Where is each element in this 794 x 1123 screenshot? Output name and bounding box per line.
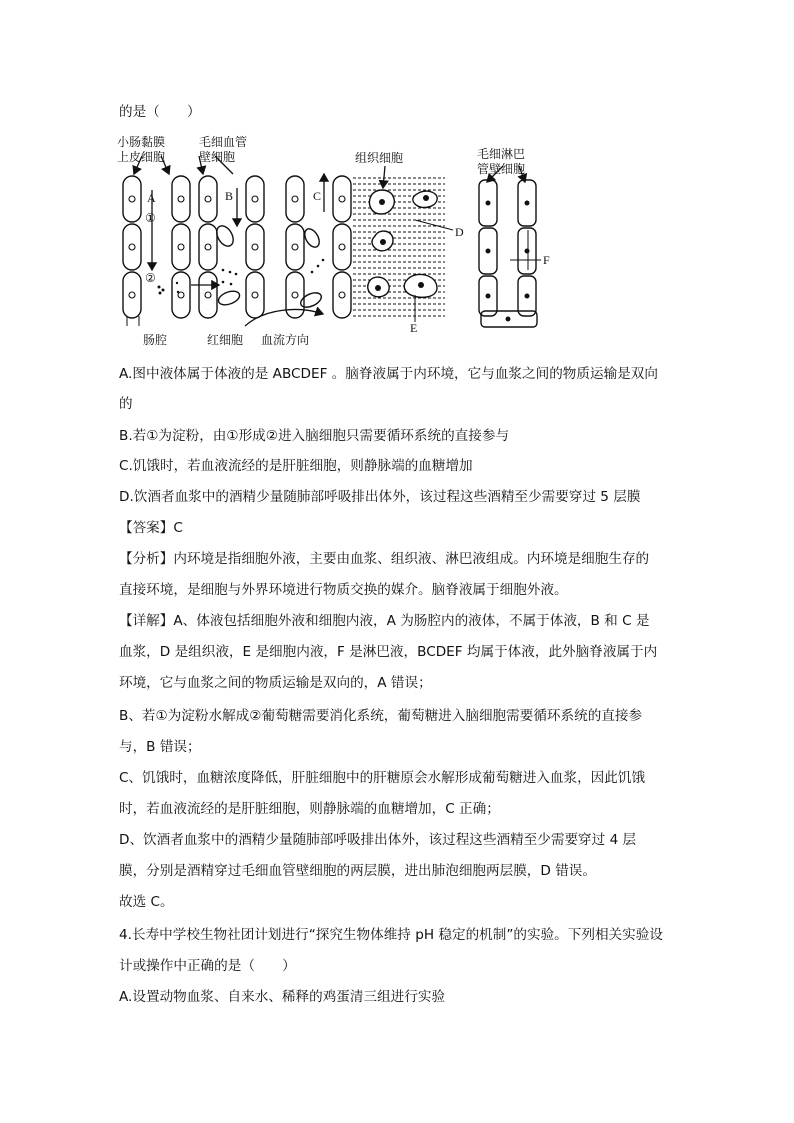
label-flow: 血流方向 (261, 333, 310, 347)
detail-line: D、饮酒者血浆中的酒精少量随肺部呼吸排出体外，该过程这些酒精至少需要穿过 4 层 (119, 832, 637, 848)
letter-d: D (455, 225, 464, 239)
mark-2: ② (145, 271, 156, 285)
detail-line: 与，B 错误； (119, 739, 201, 755)
letter-c: C (313, 189, 322, 203)
analysis-line: 【分析】内环境是指细胞外液，主要由血浆、组织液、淋巴液组成。内环境是细胞生存的 (119, 551, 650, 567)
letter-b: B (225, 189, 234, 203)
letter-e: E (410, 321, 418, 335)
mark-1: ① (145, 211, 156, 225)
next-question-stem: 计或操作中正确的是（ ） (119, 958, 296, 974)
label-tissue-cell: 组织细胞 (355, 151, 404, 165)
body-fluid-diagram (115, 130, 555, 352)
label-capillary-2: 壁细胞 (199, 150, 236, 164)
label-capillary-1: 毛细血管 (199, 135, 248, 149)
option-b: B.若①为淀粉，由①形成②进入脑细胞只需要循环系统的直接参与 (119, 428, 510, 444)
detail-conclusion: 故选 C。 (119, 894, 174, 910)
option-a-line1: A.图中液体属于体液的是 ABCDEF 。脑脊液属于内环境，它与血浆之间的物质运输是双向 (119, 366, 658, 382)
option-c: C.饥饿时，若血液流经的是肝脏细胞，则静脉端的血糖增加 (119, 458, 473, 474)
analysis-line: 直接环境，是细胞与外界环境进行物质交换的媒介。脑脊液属于细胞外液。 (119, 582, 568, 598)
letter-a: A (147, 191, 156, 205)
label-lymph-2: 管壁细胞 (477, 162, 526, 176)
next-question-stem: 4.长寿中学校生物社团计划进行“探究生物体维持 pH 稳定的机制”的实验。下列相关实验设 (119, 927, 663, 943)
question-stem-tail: 的是（ ） (119, 104, 201, 120)
detail-line: 时，若血液流经的是肝脏细胞，则静脉端的血糖增加，C 正确； (119, 801, 500, 817)
detail-line: 膜，分别是酒精穿过毛细血管壁细胞的两层膜，进出肺泡细胞两层膜，D 错误。 (119, 863, 596, 879)
detail-line: B、若①为淀粉水解成②葡萄糖需要消化系统，葡萄糖进入脑细胞需要循环系统的直接参 (119, 708, 643, 724)
detail-line: 血浆，D 是组织液，E 是细胞内液，F 是淋巴液，BCDEF 均属于体液，此外脑脊液属于内 (119, 644, 658, 660)
detail-line: 【详解】A、体液包括细胞外液和细胞内液，A 为肠腔内的液体，不属于体液，B 和 C 是 (119, 613, 650, 629)
option-a-line2: 的 (119, 396, 133, 412)
label-rbc: 红细胞 (207, 333, 244, 347)
letter-f: F (543, 253, 550, 267)
label-intestinal-cell-1: 小肠黏膜 (117, 135, 166, 149)
detail-line: 环境，它与血浆之间的物质运输是双向的，A 错误； (119, 675, 432, 691)
label-intestinal-cell-2: 上皮细胞 (117, 150, 166, 164)
label-lumen: 肠腔 (143, 333, 168, 347)
option-d: D.饮酒者血浆中的酒精少量随肺部呼吸排出体外，该过程这些酒精至少需要穿过 5 层膜 (119, 489, 641, 505)
label-lymph-1: 毛细淋巴 (477, 147, 526, 161)
answer: 【答案】C (119, 520, 183, 536)
next-question-option-a: A.设置动物血浆、自来水、稀释的鸡蛋清三组进行实验 (119, 989, 446, 1005)
detail-line: C、饥饿时，血糖浓度降低，肝脏细胞中的肝糖原会水解形成葡萄糖进入血浆，因此饥饿 (119, 770, 646, 786)
